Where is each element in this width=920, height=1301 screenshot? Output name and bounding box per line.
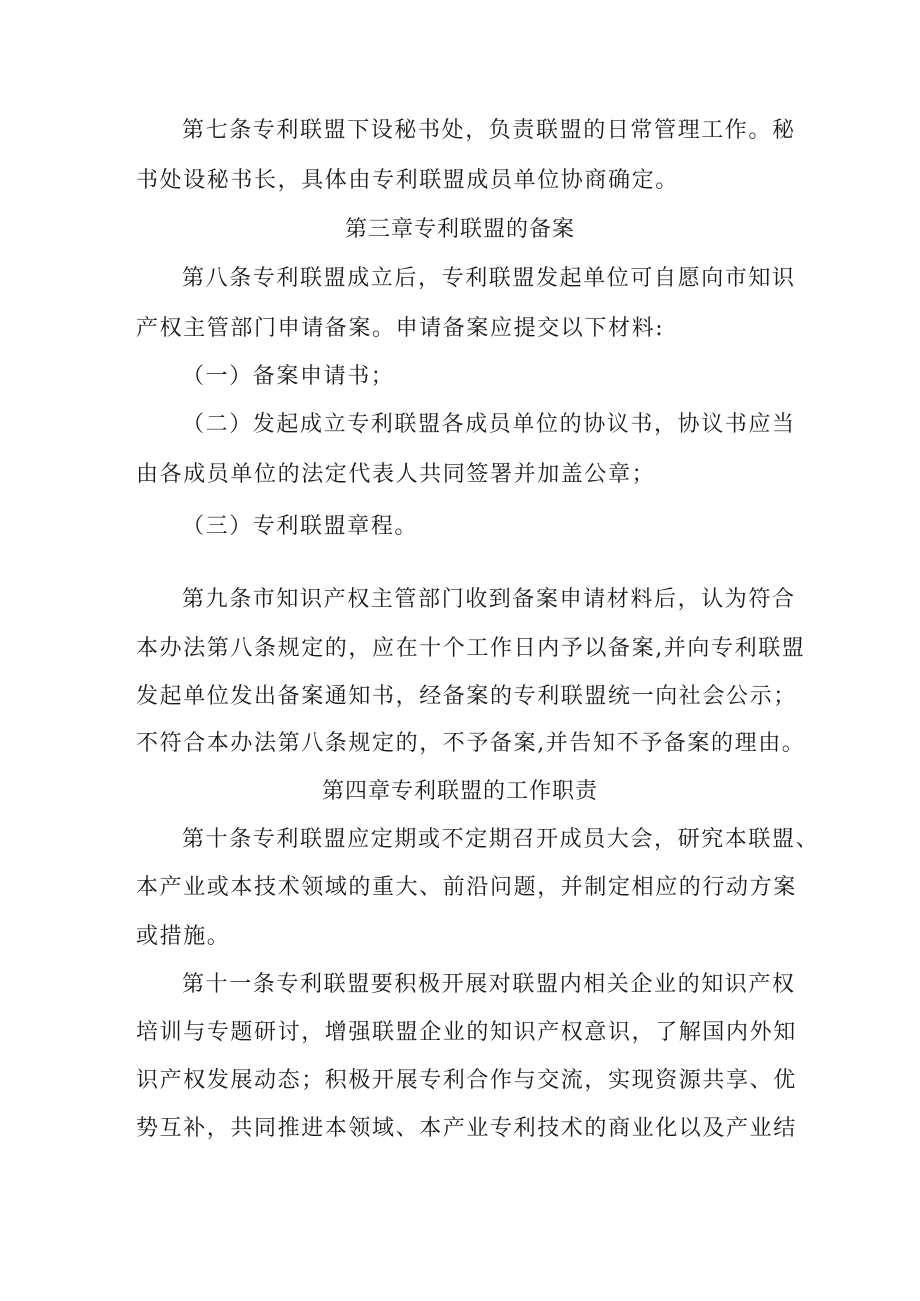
chapter-3-heading: 第三章专利联盟的备案: [344, 217, 575, 242]
article-11-line-3: 识产权发展动态；积极开展专利合作与交流，实现资源共享、优: [136, 1068, 797, 1093]
article-11-line-1: 第十一条专利联盟要积极开展对联盟内相关企业的知识产权: [182, 972, 796, 997]
article-9-line-4: 不符合本办法第八条规定的，不予备案,并告知不予备案的理由。: [136, 731, 806, 756]
article-11-line-4: 势互补，共同推进本领域、本产业专利技术的商业化以及产业结: [136, 1116, 797, 1141]
article-11-line-2: 培训与专题研讨，增强联盟企业的知识产权意识，了解国内外知: [136, 1020, 797, 1045]
article-8-item-1: （一）备案申请书；: [182, 364, 395, 389]
article-8-line-1: 第八条专利联盟成立后，专利联盟发起单位可自愿向市知识: [182, 266, 796, 291]
chapter-4-heading: 第四章专利联盟的工作职责: [321, 779, 598, 804]
article-7-line-1: 第七条专利联盟下设秘书处，负责联盟的日常管理工作。秘: [182, 118, 796, 143]
article-8-item-2-line-1: （二）发起成立专利联盟各成员单位的协议书，协议书应当: [182, 412, 796, 437]
article-9-line-3: 发起单位发出备案通知书，经备案的专利联盟统一向社会公示；: [136, 684, 797, 709]
article-10-line-3: 或措施。: [136, 924, 231, 949]
article-9-line-1: 第九条市知识产权主管部门收到备案申请材料后，认为符合: [182, 587, 796, 612]
article-10-line-1: 第十条专利联盟应定期或不定期召开成员大会，研究本联盟、: [182, 827, 820, 852]
article-10-line-2: 本产业或本技术领域的重大、前沿问题，并制定相应的行动方案: [136, 875, 797, 900]
article-7-line-2: 书处设秘书长，具体由专利联盟成员单位协商确定。: [136, 168, 679, 193]
article-8-item-3: （三）专利联盟章程。: [182, 514, 419, 539]
article-8-line-2: 产权主管部门申请备案。申请备案应提交以下材料:: [136, 316, 665, 341]
article-8-item-2-line-2: 由各成员单位的法定代表人共同签署并加盖公章；: [136, 462, 656, 487]
article-9-line-2: 本办法第八条规定的，应在十个工作日内予以备案,并向专利联盟: [136, 636, 806, 661]
